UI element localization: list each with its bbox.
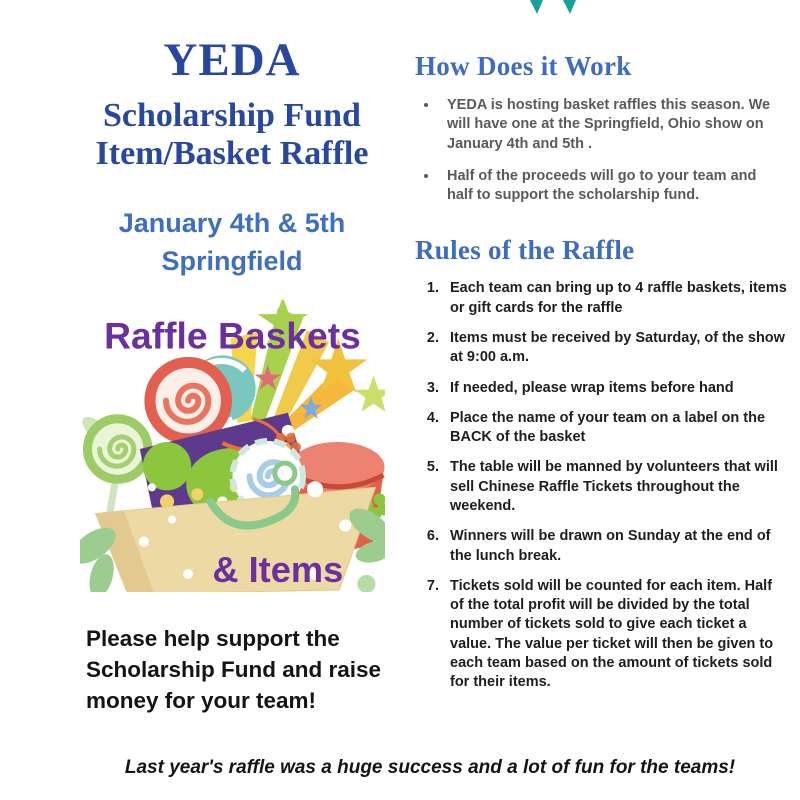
rule-item: 3. If needed, please wrap items before hand [443,379,787,398]
leaf-dot [357,575,375,592]
rule-item: 6. Winners will be drawn on Sunday at the end of the lunch break. [443,527,787,566]
rule-item: 5. The table will be manned by volunteers that will sell Chinese Raffle Tickets throughout the weekend. [443,458,787,516]
gift-box-polka4 [147,483,155,491]
how-it-works-heading: How Does it Work [415,51,632,81]
gift-box-polka2 [191,488,203,500]
page-title: YEDA [163,34,301,86]
footer-note: Last year's raffle was a huge success and a lot of fun for the teams! [124,757,736,778]
how-bullet: • Half of the proceeds will go to your team and half to support the scholarship fund. [439,167,775,206]
illustration-caption-top: Raffle Baskets [103,314,361,357]
rule-item: 4. Place the name of your team on a label on the BACK of the basket [443,409,787,448]
raffle-basket-graphic [80,300,385,592]
rules-heading: Rules of the Raffle [415,234,635,265]
event-dates [52,204,412,281]
star-lime [354,376,385,412]
basket-dot-big [307,481,323,497]
rule-item: 7. Tickets sold will be counted for each item. Half of the total profit will be divided by the total number of tickets sold to give each ticket a value. The value per ticket will then be given to each team based on the amount of tickets sold for their items. [443,577,787,693]
rule-item: 2. Items must be received by Saturday, of the show at 9:00 a.m. [443,329,787,368]
page-subtitle [52,97,412,173]
left-column [52,36,412,716]
gift-box-dot-green [142,442,190,490]
rule-item: 1. Each team can bring up to 4 raffle baskets, items or gift cards for the raffle [443,279,787,318]
raffle-basket-illustration [52,300,412,597]
w-logo [523,0,603,15]
how-it-works-list [415,96,787,206]
how-bullet: • YEDA is hosting basket raffles this season. We will have one at the Springfield, Ohio show on January 4th and 5th . [439,96,775,154]
support-message: Please help support the Scholarship Fund and raise money for your team! [86,626,382,714]
event-date-line: January 4th & 5th [118,207,346,238]
basket-smile-loop [274,463,294,483]
event-location: Springfield [161,245,303,276]
rules-list [415,279,787,692]
subtitle-line2: Item/Basket Raffle [95,135,369,173]
subtitle-line1: Scholarship Fund [103,97,361,135]
illustration-caption-bottom: & Items [211,549,343,591]
right-column [415,52,787,704]
